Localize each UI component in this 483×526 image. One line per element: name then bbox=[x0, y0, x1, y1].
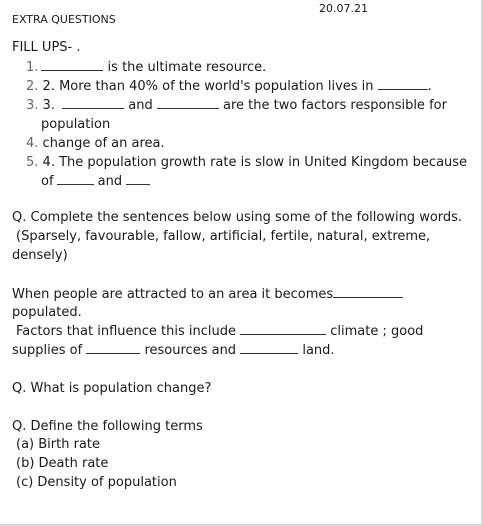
term-item: (a) Birth rate bbox=[16, 437, 100, 452]
blank-line bbox=[240, 323, 326, 335]
question-prompt: Q. What is population change? bbox=[12, 381, 212, 396]
blank-line bbox=[126, 173, 150, 185]
list-marker: 5. bbox=[26, 155, 39, 170]
list-item-text: 4. The population growth rate is slow in United Kingdom because bbox=[42, 155, 468, 170]
term-item: (b) Death rate bbox=[16, 456, 109, 471]
question-prompt: Q. Define the following terms bbox=[12, 419, 203, 434]
list-item-text: change of an area. bbox=[42, 136, 165, 151]
list-marker: 1. bbox=[26, 60, 39, 75]
list-item-continuation: population bbox=[41, 117, 111, 132]
sentence-line: Factors that influence this include climate ; good bbox=[16, 324, 424, 339]
list-item-text: . bbox=[427, 79, 432, 94]
blank-line bbox=[57, 173, 94, 185]
blank-line bbox=[240, 342, 298, 354]
sentence-line: supplies of resources and land. bbox=[12, 343, 335, 358]
list-marker: 4. bbox=[26, 136, 39, 151]
list-item bbox=[26, 59, 266, 76]
list-item-text: is the ultimate resource. bbox=[107, 60, 267, 75]
list-item-continuation: of and bbox=[41, 173, 150, 190]
blank-line bbox=[86, 342, 140, 354]
date-label: 20.07.21 bbox=[319, 2, 368, 15]
list-marker: 3. bbox=[26, 98, 39, 113]
word-bank: densely) bbox=[12, 248, 68, 263]
list-item-text: 2. More than 40% of the world's population lives in bbox=[42, 79, 374, 94]
section-title: FILL UPS- . bbox=[12, 40, 81, 55]
list-item bbox=[26, 97, 447, 114]
term-item: (c) Density of population bbox=[16, 475, 177, 490]
blank-line bbox=[157, 97, 219, 109]
blank-line bbox=[41, 59, 103, 71]
page-heading: EXTRA QUESTIONS bbox=[12, 13, 116, 26]
sentence-line: When people are attracted to an area it becomes bbox=[12, 286, 403, 303]
list-item bbox=[26, 154, 467, 171]
list-item-text: and bbox=[128, 98, 153, 113]
blank-line bbox=[378, 78, 428, 90]
sentence-line: populated. bbox=[12, 305, 82, 320]
list-item bbox=[26, 135, 165, 152]
question-prompt: Q. Complete the sentences below using some of the following words. bbox=[12, 210, 463, 225]
word-bank: (Sparsely, favourable, fallow, artificial, fertile, natural, extreme, bbox=[16, 229, 431, 244]
blank-line bbox=[62, 97, 124, 109]
list-item-text: are the two factors responsible for bbox=[222, 98, 447, 113]
blank-line bbox=[333, 286, 403, 298]
list-marker: 2. bbox=[26, 79, 39, 94]
list-item-text: 3. bbox=[42, 98, 55, 113]
list-item bbox=[26, 78, 432, 95]
